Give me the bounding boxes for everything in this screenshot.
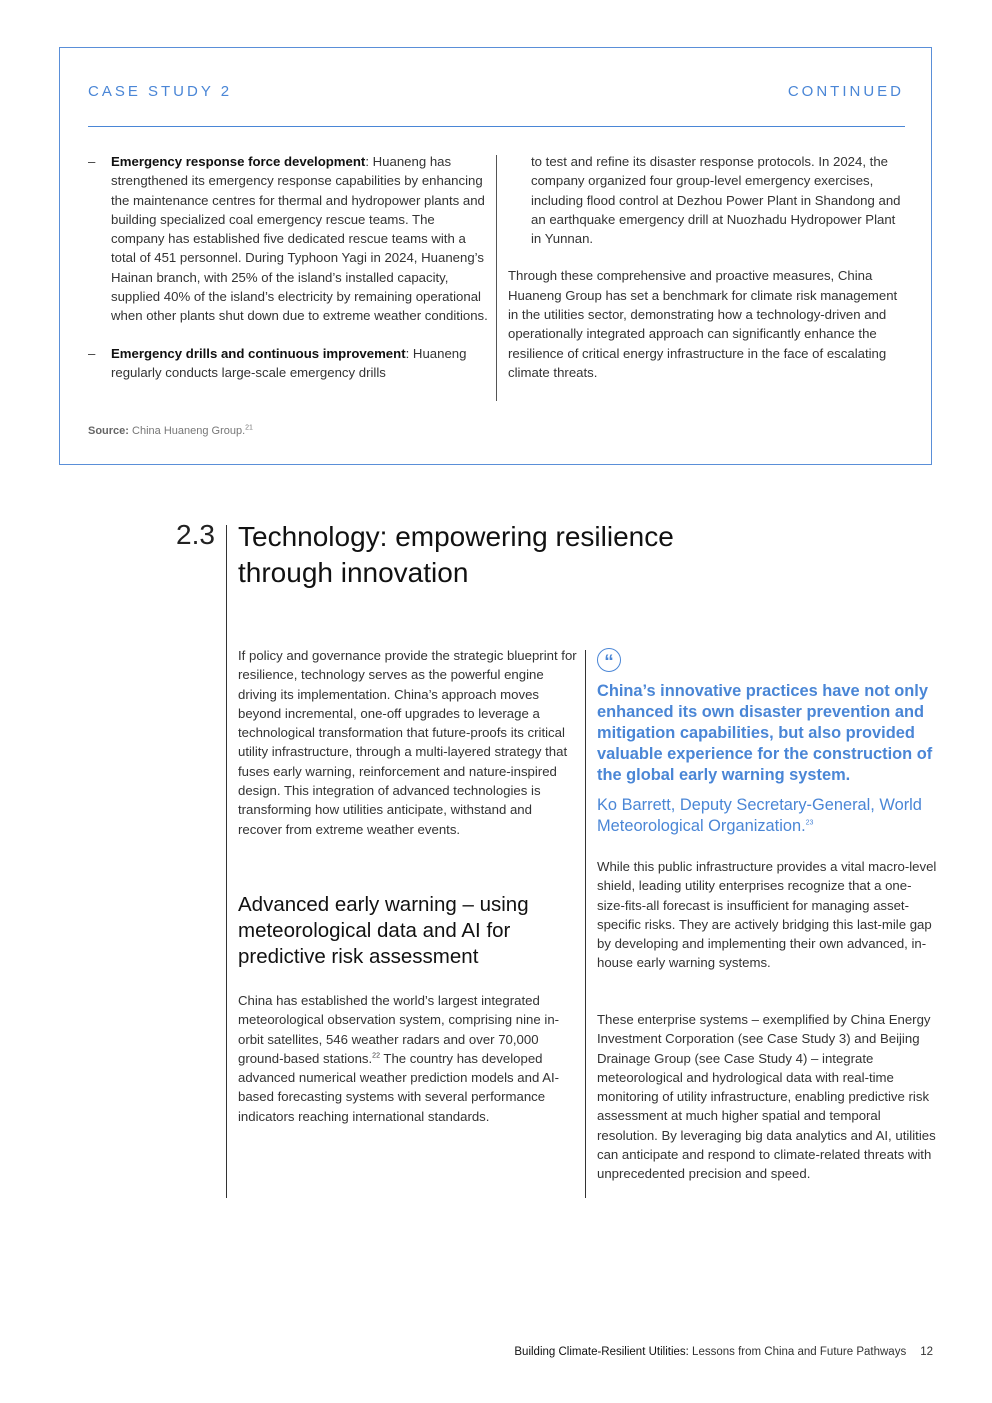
subheading: Advanced early warning – using meteorological data and AI for predictive risk assessment	[238, 893, 529, 968]
case-study-summary: Through these comprehensive and proactive measures, China Huaneng Group has set a benchmark for climate risk management in the utilities sector, demonstrating how a technology-driven and operationally integrated approach can significantly enhance the resilience of critical energy infrastructure in the face of escalating climate threats.	[508, 268, 898, 380]
bullet-emergency-response	[88, 152, 490, 326]
bullet-text: : Huaneng regularly conducts large-scale emergency drills	[111, 345, 467, 380]
bullet-dash: –	[88, 154, 96, 169]
attribution-text: Ko Barrett, Deputy Secretary-General, World Meteorological Organization.	[597, 796, 922, 835]
column-divider	[585, 650, 586, 1198]
bullet-text: : Huaneng has strengthened its emergency response capabilities by enhancing the maintenance centres for thermal and hydropower plants and building specialized coal emergency rescue teams. The company has established five dedicated rescue teams with a total of 451 personnel. During Typhoon Yagi in 2024, Huaneng’s Hainan branch, with 25% of the island’s installed capacity, supplied 40% of the island’s electricity by remaining operational when other plants shut down due to extreme weather conditions.	[111, 154, 488, 324]
case-study-label: CASE STUDY 2	[88, 83, 233, 100]
quote-attribution	[597, 795, 937, 837]
bullet-emergency-drills	[88, 344, 490, 383]
case-study-rule	[88, 126, 905, 127]
pull-quote: China’s innovative practices have not only enhanced its own disaster prevention and mitigation capabilities, but also provided valuable experience for the construction of the global early warning system.	[597, 682, 933, 784]
footer-title: Lessons from China and Future Pathways	[688, 1346, 907, 1358]
case-study-column-divider	[496, 155, 497, 401]
footnote-ref: 22	[372, 1052, 380, 1060]
source-label: Source:	[88, 425, 129, 437]
enterprise-systems-paragraph: These enterprise systems – exemplified by China Energy Investment Corporation (see Case Study 3) and Beijing Drainage Group (see Case Study 4) – integrate meteorological and hydrological data with real-time monitoring of utility infrastructure, enabling predictive risk assessment at much higher spatial and temporal resolution. By leveraging big data analytics and AI, utilities can anticipate and respond to climate-related threats with unprecedented precision and speed.	[597, 1012, 936, 1182]
footer-title-bold: Building Climate-Resilient Utilities:	[514, 1346, 689, 1358]
section-intro: If policy and governance provide the strategic blueprint for resilience, technology serves as the powerful engine driving its implementation. China’s approach moves beyond incremental, one-off upgrades to leverage a technological transformation that future-proofs its critical utility infrastructure, through a multi-layered strategy that fuses early warning, reinforcement and nature-inspired design. This integration of advanced technologies is transforming how utilities anticipate, withstand and recover from extreme weather events.	[238, 648, 577, 837]
page-number: 12	[920, 1346, 933, 1358]
case-study-left-column	[88, 152, 490, 382]
paragraph-text: China has established the world’s largest integrated meteorological observation system, comprising nine in-orbit satellites, 546 weather radars and over 70,000 ground-based stations.	[238, 993, 560, 1066]
footnote-ref: 23	[805, 819, 814, 827]
meteorological-paragraph	[238, 991, 578, 1126]
section-number: 2.3	[176, 519, 215, 550]
bullet-dash: –	[88, 345, 96, 361]
footnote-ref: 21	[245, 424, 253, 432]
continued-label: CONTINUED	[787, 83, 904, 100]
infrastructure-paragraph: While this public infrastructure provides a vital macro-level shield, leading utility enterprises recognize that a one-size-fits-all forecast is insufficient for managing asset-specific risks. They are actively bridging this last-mile gap by developing and implementing their own advanced, in-house early warning systems.	[597, 859, 937, 971]
paragraph-text: The country has developed advanced numerical weather prediction models and AI-based forecasting systems with several performance indicators reaching international standards.	[238, 1050, 560, 1124]
section-title: Technology: empowering resilience through innovation	[238, 521, 674, 588]
section-vertical-rule	[226, 525, 227, 1198]
bullet-title: Emergency drills and continuous improvement	[111, 345, 406, 361]
page-footer	[514, 1346, 933, 1358]
bullet-title: Emergency response force development	[111, 154, 366, 169]
case-study-right-column	[508, 152, 908, 382]
source-text: China Huaneng Group.	[128, 425, 246, 437]
quote-icon: “	[597, 648, 621, 672]
bullet-continuation: to test and refine its disaster response protocols. In 2024, the company organized four group-level emergency exercises, including flood control at Dezhou Power Plant in Shandong and an earthquake emergency drill at Nuozhadu Hydropower Plant in Yunnan.	[531, 154, 901, 247]
case-study-source	[88, 425, 253, 437]
